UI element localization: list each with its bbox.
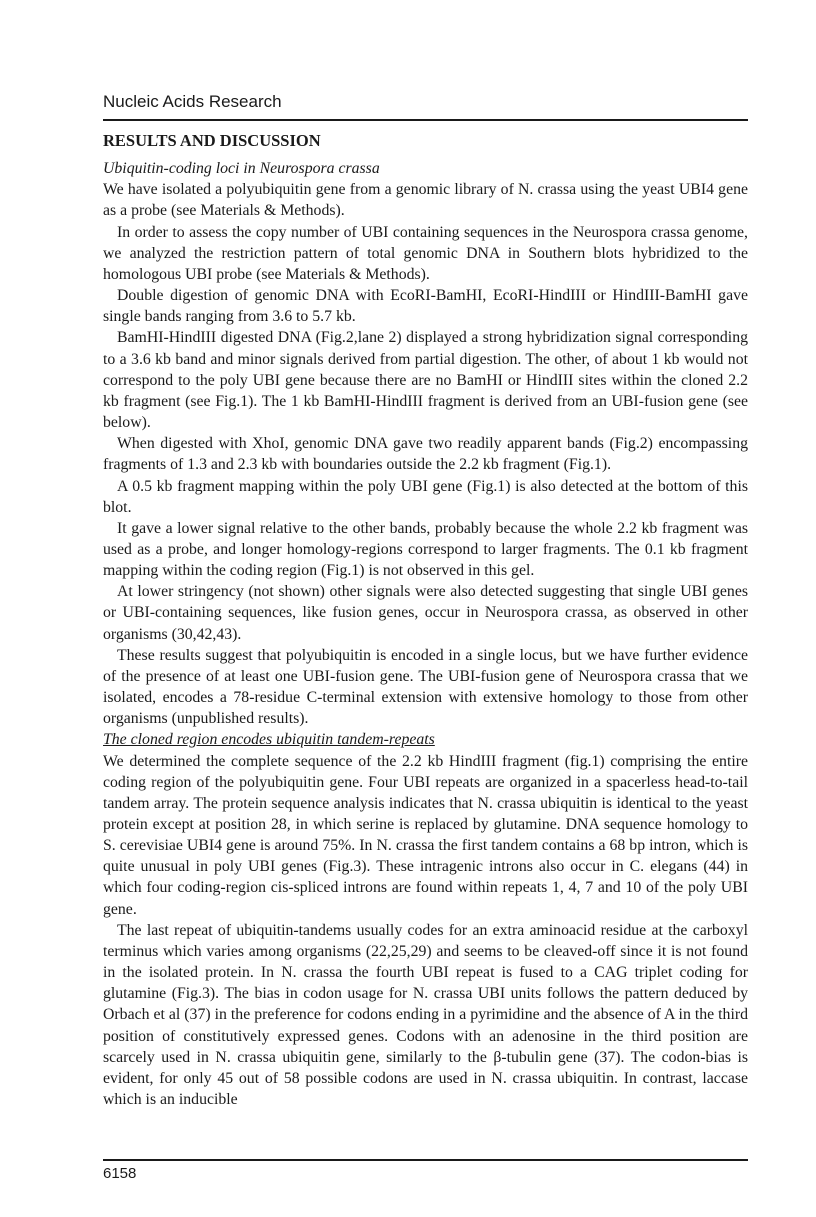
paragraph: We determined the complete sequence of the 2.2 kb HindIII fragment (fig.1) comprising the entire coding region of the polyubiquitin gene. Four UBI repeats are organized in a spacerless head-to-tail tandem array. The protein sequence analysis indicates that N. crassa ubiquitin is identical to the yeast protein except at position 28, in which serine is replaced by glutamine. DNA sequence homology to S. cerevisiae UBI4 gene is around 75%. In N. crassa the first tandem contains a 68 bp intron, which is quite unusual in poly UBI genes (Fig.3). These intragenic introns also occur in C. elegans (44) in which four coding-region cis-spliced introns are found within repeats 1, 4, 7 and 10 of the poly UBI gene.	[103, 752, 748, 918]
paragraph: We have isolated a polyubiquitin gene from a genomic library of N. crassa using the yeast UBI4 gene as a probe (see Materials & Methods).	[103, 181, 748, 220]
paragraph: At lower stringency (not shown) other signals were also detected suggesting that single UBI genes or UBI-containing sequences, like fusion genes, occur in Neurospora crassa, as observed in other organisms (30,42,43).	[103, 583, 748, 643]
article-body	[103, 130, 748, 1110]
paragraph: Double digestion of genomic DNA with EcoRI-BamHI, EcoRI-HindIII or HindIII-BamHI gave single bands ranging from 3.6 to 5.7 kb.	[103, 287, 748, 326]
paragraph: BamHI-HindIII digested DNA (Fig.2,lane 2) displayed a strong hybridization signal corresponding to a 3.6 kb band and minor signals derived from partial digestion. The other, of about 1 kb would not correspond to the poly UBI gene because there are no BamHI or HindIII sites within the cloned 2.2 kb fragment (see Fig.1). The 1 kb BamHI-HindIII fragment is derived from an UBI-fusion gene (see below).	[103, 329, 748, 432]
paragraph: The last repeat of ubiquitin-tandems usually codes for an extra aminoacid residue at the carboxyl terminus which varies among organisms (22,25,29) and seems to be cleaved-off since it is not found in the isolated protein. In N. crassa the fourth UBI repeat is fused to a CAG triplet coding for glutamine (Fig.3). The bias in codon usage for N. crassa UBI units follows the pattern deduced by Orbach et al (37) in the preference for codons ending in a pyrimidine and the absence of A in the third position of constitutively expressed genes. Codons with an adenosine in the third position are scarcely used in N. crassa ubiquitin gene, similarly to the β-tubulin gene (37). The codon-bias is evident, for only 45 out of 58 possible codons are used in N. crassa ubiquitin. In contrast, laccase which is an inducible	[103, 921, 748, 1109]
subheading-loci: Ubiquitin-coding loci in Neurospora crassa	[103, 160, 380, 178]
header-rule	[103, 119, 748, 121]
paragraph: A 0.5 kb fragment mapping within the poly UBI gene (Fig.1) is also detected at the bottom of this blot.	[103, 477, 748, 516]
page-number: 6158	[103, 1165, 137, 1182]
journal-header: Nucleic Acids Research	[103, 92, 282, 111]
paragraph: These results suggest that polyubiquitin is encoded in a single locus, but we have further evidence of the presence of at least one UBI-fusion gene. The UBI-fusion gene of Neurospora crassa that we isolated, encodes a 78-residue C-terminal extension with extensive homology to those from other organisms (unpublished results).	[103, 646, 748, 728]
footer-rule	[103, 1159, 748, 1161]
paragraph: It gave a lower signal relative to the other bands, probably because the whole 2.2 kb fragment was used as a probe, and longer homology-regions correspond to larger fragments. The 0.1 kb fragment mapping within the coding region (Fig.1) is not observed in this gel.	[103, 519, 748, 580]
section-heading: RESULTS AND DISCUSSION	[103, 131, 321, 150]
paragraph: When digested with XhoI, genomic DNA gave two readily apparent bands (Fig.2) encompassing fragments of 1.3 and 2.3 kb with boundaries outside the 2.2 kb fragment (Fig.1).	[103, 435, 748, 474]
paragraph: In order to assess the copy number of UBI containing sequences in the Neurospora crassa genome, we analyzed the restriction pattern of total genomic DNA in Southern blots hybridized to the homologous UBI probe (see Materials & Methods).	[103, 223, 748, 283]
subheading-tandem: The cloned region encodes ubiquitin tandem-repeats	[103, 731, 435, 749]
